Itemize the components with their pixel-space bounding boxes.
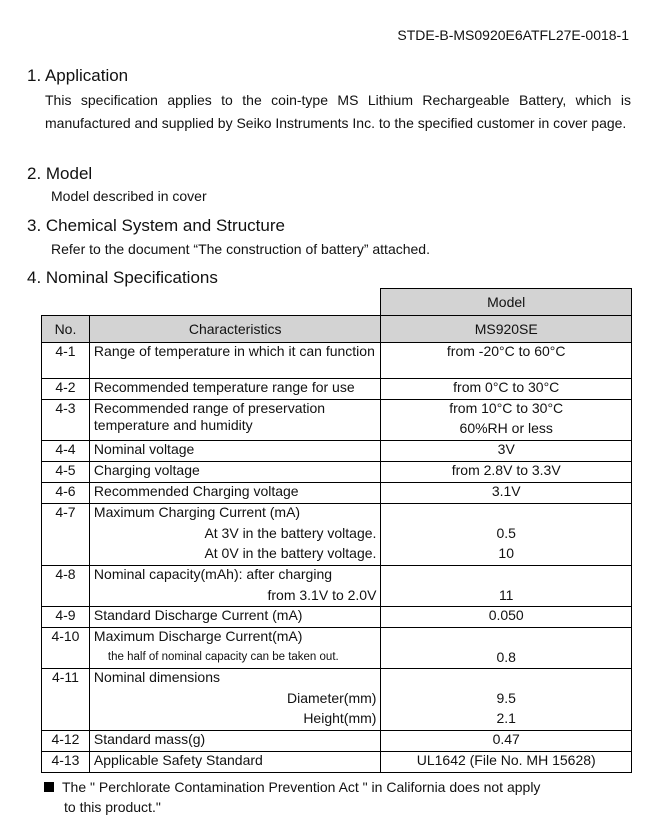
row-characteristic-line: Maximum Charging Current (mA) xyxy=(93,504,301,520)
row-value: 0.050 xyxy=(381,607,632,628)
row-value xyxy=(381,669,632,731)
row-no: 4-10 xyxy=(42,628,90,669)
table-row xyxy=(42,607,632,628)
row-characteristic xyxy=(89,628,381,669)
row-characteristic-line: Maximum Discharge Current(mA) xyxy=(93,628,303,644)
row-value: UL1642 (File No. MH 15628) xyxy=(381,752,632,773)
row-value-line: 0.5 xyxy=(496,525,516,541)
row-value-line: 11 xyxy=(498,587,514,603)
row-no: 4-7 xyxy=(42,504,90,566)
row-characteristic: Standard Discharge Current (mA) xyxy=(89,607,381,628)
note-line: to this product." xyxy=(64,799,161,815)
row-no: 4-6 xyxy=(42,483,90,504)
row-no: 4-3 xyxy=(42,400,90,441)
row-characteristic: Recommended temperature range for use xyxy=(89,379,381,400)
row-characteristic: Standard mass(g) xyxy=(89,731,381,752)
document-number: STDE-B-MS0920E6ATFL27E-0018-1 xyxy=(397,27,629,43)
row-characteristic: Applicable Safety Standard xyxy=(89,752,381,773)
row-characteristic xyxy=(89,669,381,731)
row-value-line: from 10°C to 30°C xyxy=(449,400,564,416)
row-sub-condition: the half of nominal capacity can be taken out. xyxy=(107,651,339,663)
row-value-line: 0.8 xyxy=(496,649,516,665)
row-sub-condition: Diameter(mm) xyxy=(286,690,377,706)
nominal-specifications-table xyxy=(41,288,632,773)
row-sub-condition: At 3V in the battery voltage. xyxy=(204,525,377,541)
row-no: 4-11 xyxy=(42,669,90,731)
characteristics-header: Characteristics xyxy=(89,316,381,343)
table-row xyxy=(42,504,632,566)
section-heading-chemical: 3. Chemical System and Structure xyxy=(27,216,285,235)
row-value: from -20°C to 60°C xyxy=(381,343,632,379)
model-header: Model xyxy=(381,289,632,316)
table-row xyxy=(42,441,632,462)
row-value-line: 9.5 xyxy=(496,690,516,706)
perchlorate-note xyxy=(44,777,540,817)
section-heading-application: 1. Application xyxy=(27,66,129,85)
table-row xyxy=(42,379,632,400)
table-row xyxy=(42,462,632,483)
row-value xyxy=(381,504,632,566)
row-value-line: 2.1 xyxy=(496,710,516,726)
row-value xyxy=(381,400,632,441)
note-line: The " Perchlorate Contamination Prevention Act " in California does not apply xyxy=(62,779,541,795)
table-blank-corner xyxy=(42,289,381,316)
table-row xyxy=(42,343,632,379)
model-name-header: MS920SE xyxy=(381,316,632,343)
row-value xyxy=(381,628,632,669)
row-no: 4-4 xyxy=(42,441,90,462)
section-heading-model: 2. Model xyxy=(27,164,93,183)
row-characteristic: Nominal voltage xyxy=(89,441,381,462)
row-characteristic xyxy=(89,504,381,566)
row-value: 3.1V xyxy=(381,483,632,504)
table-row xyxy=(42,731,632,752)
row-characteristic: Recommended range of preservation temperature and humidity xyxy=(89,400,381,441)
table-row xyxy=(42,752,632,773)
table-row xyxy=(42,483,632,504)
row-characteristic: Recommended Charging voltage xyxy=(89,483,381,504)
chemical-text: Refer to the document “The construction of battery” attached. xyxy=(51,241,430,257)
row-value-line: 60%RH or less xyxy=(459,420,553,436)
row-sub-condition: Height(mm) xyxy=(303,710,377,726)
row-characteristic-line: Nominal dimensions xyxy=(93,669,220,685)
row-value: 0.47 xyxy=(381,731,632,752)
application-text: This specification applies to the coin-type MS Lithium Rechargeable Battery, which is manufactured and supplied by Seiko Instruments Inc. to the specified customer in cover page. xyxy=(45,92,631,131)
no-header: No. xyxy=(42,316,90,343)
row-value: from 2.8V to 3.3V xyxy=(381,462,632,483)
row-no: 4-9 xyxy=(42,607,90,628)
row-characteristic xyxy=(89,566,381,607)
square-bullet-icon xyxy=(44,782,54,792)
row-no: 4-1 xyxy=(42,343,90,379)
row-no: 4-2 xyxy=(42,379,90,400)
row-characteristic: Charging voltage xyxy=(89,462,381,483)
row-sub-condition: At 0V in the battery voltage. xyxy=(204,545,377,561)
row-no: 4-8 xyxy=(42,566,90,607)
row-characteristic-line: Nominal capacity(mAh): after charging xyxy=(93,566,333,582)
row-no: 4-13 xyxy=(42,752,90,773)
row-no: 4-12 xyxy=(42,731,90,752)
table-row xyxy=(42,566,632,607)
row-value: from 0°C to 30°C xyxy=(381,379,632,400)
row-value xyxy=(381,566,632,607)
row-characteristic: Range of temperature in which it can function xyxy=(89,343,381,379)
table-row xyxy=(42,400,632,441)
row-no: 4-5 xyxy=(42,462,90,483)
table-row xyxy=(42,628,632,669)
row-value-line: 10 xyxy=(498,545,514,561)
row-value: 3V xyxy=(381,441,632,462)
section-heading-nominal: 4. Nominal Specifications xyxy=(27,268,218,287)
row-sub-condition: from 3.1V to 2.0V xyxy=(267,587,377,603)
table-row xyxy=(42,669,632,731)
model-text: Model described in cover xyxy=(51,188,207,204)
